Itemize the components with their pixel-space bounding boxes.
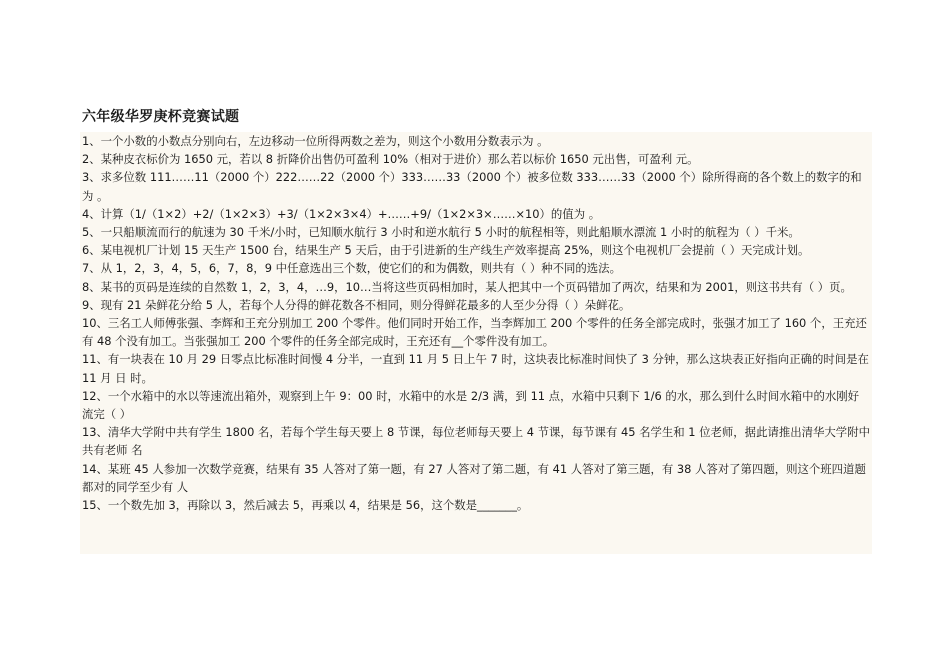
- question-8: 8、某书的页码是连续的自然数 1，2，3，4，…9，10…当将这些页码相加时，某人把其中一个页码错加了两次，结果和为 2001，则这书共有（ ）页。: [82, 279, 852, 294]
- question-6: 6、某电视机厂计划 15 天生产 1500 台，结果生产 5 天后，由于引进新的生产线生产效率提高 25%，则这个电视机厂会提前（ ）天完成计划。: [82, 243, 810, 258]
- question-14: 14、某班 45 人参加一次数学竞赛，结果有 35 人答对了第一题，有 27 人答对了第二题，有 41 人答对了第三题，有 38 人答对了第四题，则这个班四道题都对的同学至少有 人: [82, 461, 866, 494]
- question-4: 4、计算（1/（1×2）+2/（1×2×3）+3/（1×2×3×4）+……+9/（1×2×3×……×10）的值为 。: [82, 206, 601, 221]
- question-5: 5、一只船顺流而行的航速为 30 千米/小时，已知顺水航行 3 小时和逆水航行 5 小时的航程相等，则此船顺水漂流 1 小时的航程为（ ）千米。: [82, 225, 800, 240]
- question-10: 10、三名工人师傅张强、李辉和王充分别加工 200 个零件。他们同时开始工作，当李辉加工 200 个零件的任务全部完成时，张强才加工了 160 个，王充还有 48 个没有加工。当张强加工 200 个零件的任务全部完成时，王充还有__个零件没有加工。: [82, 316, 867, 349]
- question-list: [80, 132, 872, 554]
- question-11: 11、有一块表在 10 月 29 日零点比标准时间慢 4 分半，一直到 11 月 5 日上午 7 时，这块表比标准时间快了 3 分钟，那么这块表正好指向正确的时间是在 11 月 日 时。: [82, 352, 869, 385]
- question-15: 15、一个数先加 3，再除以 3，然后减去 5，再乘以 4，结果是 56，这个数是_______。: [82, 498, 529, 513]
- question-7: 7、从 1，2，3，4，5，6，7，8，9 中任意选出三个数，使它们的和为偶数，则共有（ ）种不同的选法。: [82, 261, 621, 276]
- question-3: 3、求多位数 111……11（2000 个）222……22（2000 个）333……33（2000 个）被多位数 333……33（2000 个）除所得商的各个数上的数字的和为 。: [82, 170, 862, 203]
- question-13: 13、清华大学附中共有学生 1800 名，若每个学生每天要上 8 节课，每位老师每天要上 4 节课，每节课有 45 名学生和 1 位老师，据此请推出清华大学附中共有老师 名: [82, 425, 870, 458]
- document-title: 六年级华罗庚杯竞赛试题: [82, 109, 240, 125]
- question-1: 1、一个小数的小数点分别向右，左边移动一位所得两数之差为，则这个小数用分数表示为 。: [82, 134, 549, 148]
- question-9: 9、现有 21 朵鲜花分给 5 人，若每个人分得的鲜花数各不相同，则分得鲜花最多的人至少分得（ ）朵鲜花。: [82, 297, 631, 312]
- question-2: 2、某种皮衣标价为 1650 元，若以 8 折降价出售仍可盈利 10%（相对于进价）那么若以标价 1650 元出售，可盈利 元。: [82, 152, 699, 167]
- question-12: 12、一个水箱中的水以等速流出箱外，观察到上午 9：00 时，水箱中的水是 2/3 满，到 11 点，水箱中只剩下 1/6 的水，那么到什么时间水箱中的水刚好流完（ ）: [82, 388, 860, 422]
